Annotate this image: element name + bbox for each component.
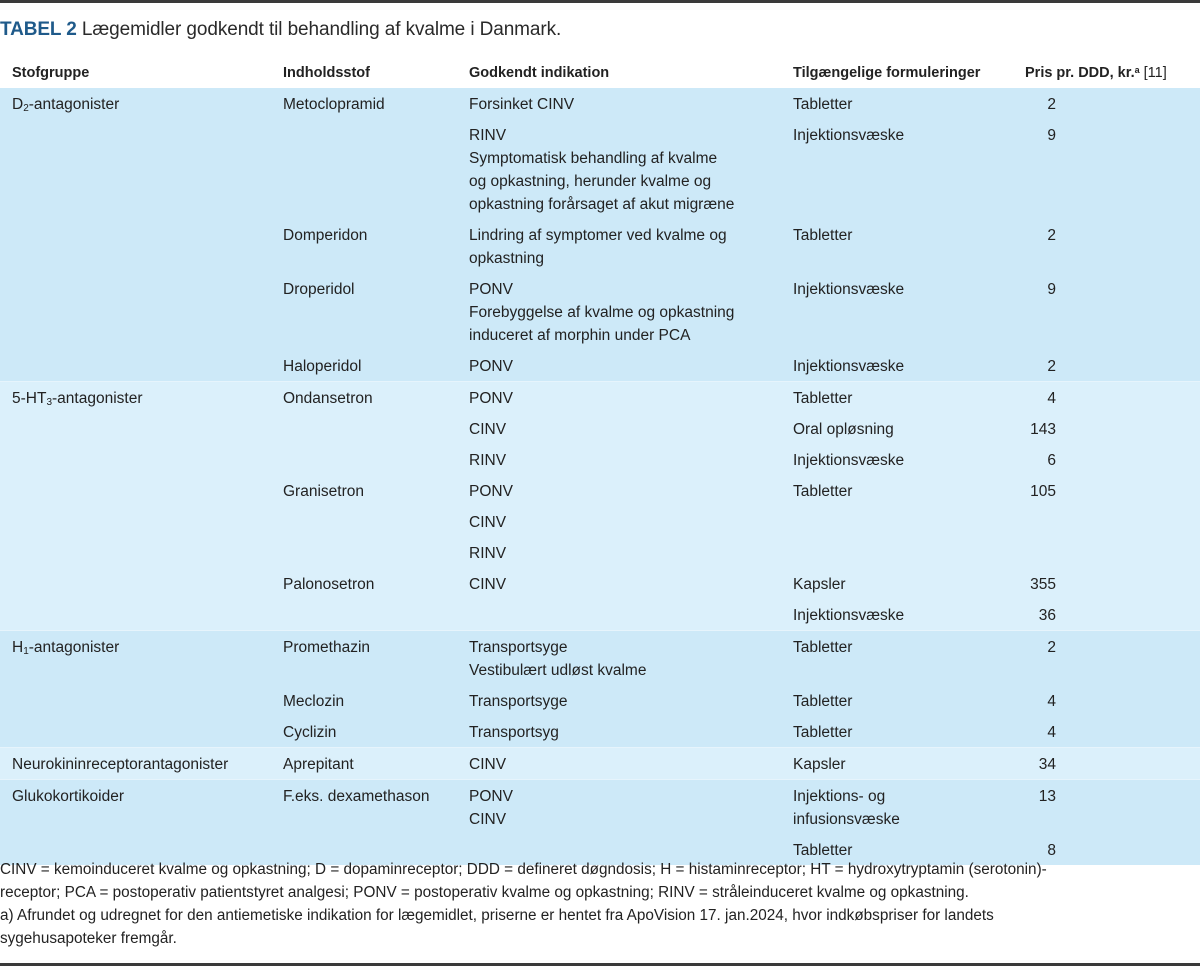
cell-indikation	[469, 721, 559, 744]
indikation-line: CINV	[469, 421, 507, 438]
cell-pris: 8	[1047, 842, 1056, 859]
cell-stofgruppe	[12, 387, 143, 410]
cell-pris: 4	[1047, 390, 1056, 407]
cell-formulering	[793, 387, 852, 410]
drug-group	[0, 630, 1200, 747]
cell-indikation	[469, 785, 513, 831]
drug-group	[0, 88, 1200, 381]
formulering-line: Tabletter	[793, 390, 853, 407]
header-pris-label: Pris pr. DDD, kr.	[1025, 65, 1135, 81]
header-pris-reference: [11]	[1143, 65, 1167, 81]
table-row	[0, 273, 1200, 350]
cell-indikation	[469, 93, 574, 116]
formulering-line: Tabletter	[793, 693, 853, 710]
cell-indikation	[469, 355, 513, 378]
formulering-line: Injektionsvæske	[793, 281, 905, 298]
cell-pris: 34	[1038, 756, 1056, 773]
table-row	[0, 350, 1200, 381]
cell-pris: 9	[1047, 281, 1056, 298]
formulering-line: Kapsler	[793, 576, 846, 593]
indikation-line: Lindring af symptomer ved kvalme og	[469, 227, 727, 244]
cell-indikation	[469, 480, 513, 503]
cell-indikation	[469, 690, 568, 713]
table-row	[0, 780, 1200, 834]
cell-indholdsstof: Droperidol	[283, 281, 355, 298]
indikation-line: PONV	[469, 358, 513, 375]
cell-formulering	[793, 753, 846, 776]
indikation-line: Forsinket CINV	[469, 96, 575, 113]
formulering-line: Kapsler	[793, 756, 846, 773]
cell-formulering	[793, 604, 904, 627]
cell-indikation	[469, 573, 506, 596]
indikation-line: CINV	[469, 756, 507, 773]
cell-indikation	[469, 224, 727, 270]
bottom-rule	[0, 963, 1200, 966]
formulering-line: Injektionsvæske	[793, 452, 905, 469]
cell-stofgruppe	[12, 636, 119, 659]
stofgruppe-suffix: -antagonister	[28, 639, 120, 656]
stofgruppe-name: H	[12, 639, 24, 656]
cell-indikation	[469, 511, 506, 534]
table-label: TABEL 2	[0, 19, 77, 40]
cell-indikation	[469, 542, 506, 565]
cell-formulering	[793, 418, 894, 441]
cell-formulering	[793, 690, 852, 713]
header-pris	[1025, 65, 1167, 81]
formulering-line: Tabletter	[793, 842, 853, 859]
indikation-line: RINV	[469, 452, 507, 469]
cell-indikation	[469, 753, 506, 776]
cell-pris: 4	[1047, 693, 1056, 710]
formulering-line: infusionsvæske	[793, 811, 900, 828]
cell-pris: 9	[1047, 127, 1056, 144]
cell-indholdsstof: Granisetron	[283, 483, 364, 500]
stofgruppe-name: Glukokortikoider	[12, 788, 124, 805]
formulering-line: Tabletter	[793, 483, 853, 500]
cell-indikation	[469, 449, 506, 472]
indikation-line: Transportsyge	[469, 693, 568, 710]
indikation-line: Symptomatisk behandling af kvalme	[469, 150, 718, 167]
header-indholdsstof: Indholdsstof	[283, 65, 370, 81]
cell-pris: 4	[1047, 724, 1056, 741]
drug-table	[0, 60, 1200, 865]
cell-pris: 2	[1047, 639, 1056, 656]
indikation-line: PONV	[469, 281, 513, 298]
cell-formulering	[793, 785, 900, 831]
indikation-line: opkastning forårsaget af akut migræne	[469, 196, 735, 213]
cell-indholdsstof: Haloperidol	[283, 358, 362, 375]
table-header	[0, 60, 1200, 88]
table-caption: Lægemidler godkendt til behandling af kvalme i Danmark.	[81, 19, 562, 40]
abbreviations-line-2: receptor; PCA = postoperativ patientstyret analgesi; PONV = postoperativ kvalme og opkastning; RINV = stråleinduceret kvalme og opkastning.	[0, 884, 969, 901]
table-row	[0, 568, 1200, 599]
formulering-line: Injektionsvæske	[793, 358, 905, 375]
cell-pris: 143	[1030, 421, 1056, 438]
cell-formulering	[793, 278, 904, 301]
cell-indholdsstof: Aprepitant	[283, 756, 354, 773]
cell-formulering	[793, 721, 852, 744]
cell-indholdsstof: Promethazin	[283, 639, 371, 656]
cell-pris: 2	[1047, 358, 1056, 375]
stofgruppe-name: 5-HT	[12, 390, 47, 407]
footnote-a-line-1: a) Afrundet og udregnet for den antiemetiske indikation for lægemidlet, priserne er hentet fra ApoVision 17. jan.2024, hvor indkøbspriser for landets	[0, 907, 994, 924]
formulering-line: Tabletter	[793, 639, 853, 656]
cell-pris: 13	[1038, 788, 1056, 805]
stofgruppe-subscript: 3	[46, 397, 53, 408]
formulering-line: Injektions- og	[793, 788, 886, 805]
indikation-line: PONV	[469, 788, 513, 805]
drug-group	[0, 381, 1200, 630]
cell-indikation	[469, 387, 513, 410]
indikation-line: RINV	[469, 545, 507, 562]
cell-indholdsstof: F.eks. dexamethason	[283, 788, 430, 805]
indikation-line: og opkastning, herunder kvalme og	[469, 173, 712, 190]
indikation-line: Forebyggelse af kvalme og opkastning	[469, 304, 735, 321]
cell-indholdsstof: Metoclopramid	[283, 96, 385, 113]
formulering-line: Tabletter	[793, 724, 853, 741]
cell-indholdsstof: Domperidon	[283, 227, 368, 244]
cell-formulering	[793, 355, 904, 378]
cell-stofgruppe	[12, 93, 119, 116]
cell-pris: 2	[1047, 227, 1056, 244]
cell-indholdsstof: Ondansetron	[283, 390, 373, 407]
formulering-line: Injektionsvæske	[793, 127, 905, 144]
header-formuleringer: Tilgængelige formuleringer	[793, 65, 981, 81]
table-body	[0, 88, 1200, 865]
cell-pris: 355	[1030, 576, 1056, 593]
table-row	[0, 119, 1200, 219]
formulering-line: Oral opløsning	[793, 421, 894, 438]
header-stofgruppe: Stofgruppe	[12, 65, 90, 81]
indikation-line: RINV	[469, 127, 507, 144]
cell-indikation	[469, 636, 646, 682]
table-title	[0, 19, 561, 41]
indikation-line: PONV	[469, 483, 513, 500]
table-row	[0, 748, 1200, 779]
indikation-line: CINV	[469, 576, 507, 593]
table-row	[0, 88, 1200, 119]
cell-pris: 2	[1047, 96, 1056, 113]
abbreviations-line-1: CINV = kemoinduceret kvalme og opkastning; D = dopaminreceptor; DDD = defineret døgndosis; H = histaminreceptor; HT = hydroxytryptamin (serotonin)-	[0, 861, 1047, 878]
indikation-line: opkastning	[469, 250, 544, 267]
stofgruppe-suffix: -antagonister	[28, 96, 120, 113]
table-row	[0, 599, 1200, 630]
table-row	[0, 716, 1200, 747]
table-footnotes	[0, 858, 1200, 950]
formulering-line: Injektionsvæske	[793, 607, 905, 624]
indikation-line: Vestibulært udløst kvalme	[469, 662, 647, 679]
cell-indikation	[469, 418, 506, 441]
table-row	[0, 413, 1200, 444]
table-row	[0, 631, 1200, 685]
footnote-a-line-2: sygehusapoteker fremgår.	[0, 930, 177, 947]
cell-formulering	[793, 573, 846, 596]
table-row	[0, 475, 1200, 506]
cell-formulering	[793, 449, 904, 472]
indikation-line: induceret af morphin under PCA	[469, 327, 691, 344]
table-row	[0, 506, 1200, 537]
formulering-line: Tabletter	[793, 227, 853, 244]
table-row	[0, 219, 1200, 273]
indikation-line: CINV	[469, 811, 507, 828]
cell-pris: 36	[1038, 607, 1056, 624]
cell-stofgruppe	[12, 753, 228, 776]
drug-group	[0, 747, 1200, 779]
cell-indikation	[469, 124, 734, 216]
table-row	[0, 444, 1200, 475]
cell-indikation	[469, 278, 734, 347]
indikation-line: Transportsyg	[469, 724, 559, 741]
stofgruppe-name: D	[12, 96, 24, 113]
stofgruppe-subscript: 1	[23, 646, 29, 657]
indikation-line: Transportsyge	[469, 639, 568, 656]
drug-group	[0, 779, 1200, 865]
indikation-line: PONV	[469, 390, 513, 407]
cell-pris: 105	[1030, 483, 1056, 500]
cell-formulering	[793, 636, 852, 659]
cell-formulering	[793, 124, 904, 147]
cell-formulering	[793, 93, 852, 116]
indikation-line: CINV	[469, 514, 507, 531]
header-indikation: Godkendt indikation	[469, 65, 610, 81]
stofgruppe-suffix: -antagonister	[52, 390, 143, 407]
table-row	[0, 382, 1200, 413]
cell-indholdsstof: Meclozin	[283, 693, 345, 710]
stofgruppe-subscript: 2	[23, 103, 29, 114]
cell-indholdsstof: Palonosetron	[283, 576, 375, 593]
cell-formulering	[793, 480, 852, 503]
cell-pris: 6	[1047, 452, 1056, 469]
table-row	[0, 537, 1200, 568]
cell-stofgruppe	[12, 785, 124, 808]
formulering-line: Tabletter	[793, 96, 853, 113]
table-row	[0, 685, 1200, 716]
stofgruppe-name: Neurokininreceptorantagonister	[12, 756, 229, 773]
header-pris-footnote-mark: a	[1134, 65, 1140, 75]
cell-indholdsstof: Cyclizin	[283, 724, 337, 741]
cell-formulering	[793, 224, 852, 247]
top-rule	[0, 0, 1200, 3]
